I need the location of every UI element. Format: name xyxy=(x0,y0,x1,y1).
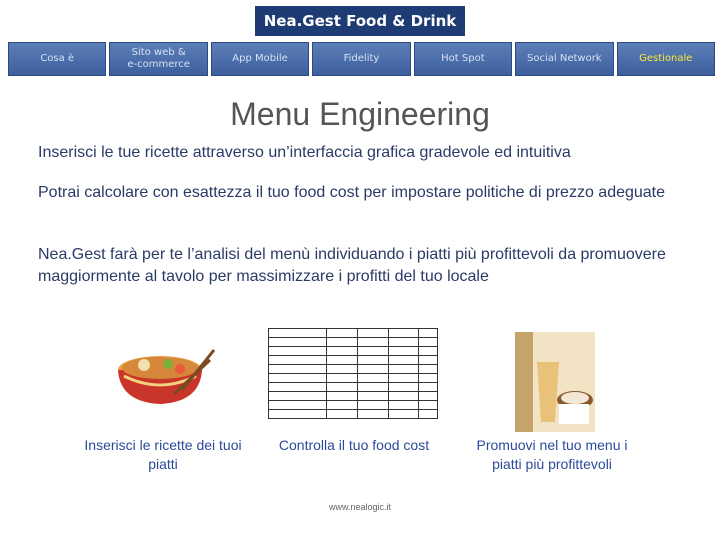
nav-item-sito-web[interactable]: Sito web & e-commerce xyxy=(109,42,207,76)
caption-ricette: Inserisci le ricette dei tuoi piatti xyxy=(84,437,242,472)
page-title: Menu Engineering xyxy=(230,96,490,132)
paragraph-analisi: Nea.Gest farà per te l’analisi del menù individuando i piatti più profittevoli da promuovere maggiormente al tavolo per massimizzare i profitti del tuo locale xyxy=(38,246,666,285)
nav-item-app-mobile[interactable]: App Mobile xyxy=(211,42,309,76)
nav-item-social-network[interactable]: Social Network xyxy=(515,42,613,76)
nav-item-fidelity[interactable]: Fidelity xyxy=(312,42,410,76)
caption-food-cost: Controlla il tuo food cost xyxy=(278,437,430,453)
nav-item-gestionale[interactable]: Gestionale xyxy=(617,42,715,76)
nav-item-hot-spot[interactable]: Hot Spot xyxy=(414,42,512,76)
paragraph-ricette: Inserisci le tue ricette attraverso un’interfaccia grafica gradevole ed intuitiva xyxy=(38,144,571,161)
app-title: Nea.Gest Food & Drink xyxy=(255,6,465,36)
footer-url: www.nealogic.it xyxy=(328,502,392,512)
nav-item-cosa-e[interactable]: Cosa è xyxy=(8,42,106,76)
top-bar xyxy=(0,0,720,42)
caption-promuovi: Promuovi nel tuo menu i piatti più profittevoli xyxy=(476,437,628,472)
spreadsheet-icon xyxy=(268,328,438,438)
noodle-bowl-icon xyxy=(110,330,220,440)
mccafe-menu-icon xyxy=(515,332,595,442)
main-nav xyxy=(8,42,715,76)
paragraph-food-cost: Potrai calcolare con esattezza il tuo food cost per impostare politiche di prezzo adeguate xyxy=(38,184,666,201)
